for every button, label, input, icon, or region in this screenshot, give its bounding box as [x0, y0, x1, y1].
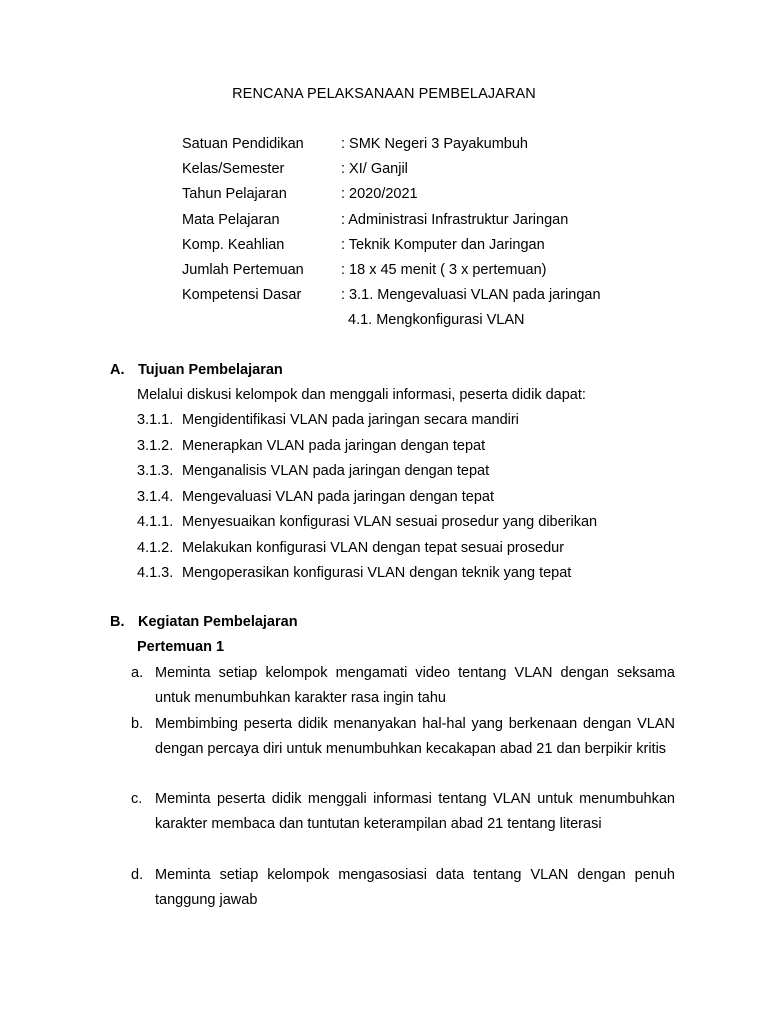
- objective-item: [137, 489, 494, 505]
- section-b-heading: [110, 614, 298, 630]
- identity-label: Kompetensi Dasar: [182, 287, 302, 304]
- document-title: RENCANA PELAKSANAAN PEMBELAJARAN: [232, 86, 536, 102]
- objective-number: 4.1.3.: [137, 565, 174, 581]
- objective-text: Menerapkan VLAN pada jaringan dengan tepat: [182, 437, 486, 454]
- objective-number: 3.1.4.: [137, 488, 174, 505]
- activity-item: [131, 712, 675, 763]
- identity-value: : 2020/2021: [341, 186, 418, 203]
- objective-number: 3.1.1.: [137, 412, 174, 428]
- section-b-title: Kegiatan Pembelajaran: [138, 614, 298, 630]
- activity-text: Meminta peserta didik menggali informasi tentang VLAN untuk menumbuhkan karakter membaca dan tuntutan keterampilan abad 21 tentang literasi: [155, 791, 675, 833]
- identity-value: : 3.1. Mengevaluasi VLAN pada jaringan: [341, 287, 601, 304]
- identity-label: Jumlah Pertemuan: [182, 261, 304, 278]
- activity-item: [131, 661, 675, 712]
- section-b-letter: B.: [110, 614, 125, 630]
- objective-number: 4.1.2.: [137, 539, 174, 556]
- section-a-letter: A.: [110, 362, 125, 378]
- objective-number: 3.1.2.: [137, 437, 174, 454]
- activity-marker: a.: [131, 665, 144, 681]
- activity-marker: d.: [131, 866, 144, 883]
- activity-item: [131, 787, 675, 838]
- objective-item: [137, 565, 571, 581]
- activity-text: Meminta setiap kelompok mengasosiasi data tentang VLAN dengan penuh tanggung jawab: [155, 866, 675, 908]
- objective-text: Melakukan konfigurasi VLAN dengan tepat sesuai prosedur: [182, 539, 565, 556]
- activity-marker: c.: [131, 791, 143, 807]
- objective-item: [137, 412, 519, 428]
- objective-item: [137, 463, 489, 479]
- identity-value: : XI/ Ganjil: [341, 161, 408, 178]
- objective-number: 3.1.3.: [137, 463, 174, 479]
- identity-value: : Teknik Komputer dan Jaringan: [341, 236, 545, 253]
- identity-label: Tahun Pelajaran: [182, 186, 287, 203]
- objective-number: 4.1.1.: [137, 514, 174, 530]
- identity-label: Komp. Keahlian: [182, 236, 285, 253]
- identity-label: Kelas/Semester: [182, 161, 285, 178]
- objective-text: Menyesuaikan konfigurasi VLAN sesuai prosedur yang diberikan: [182, 514, 598, 530]
- objective-text: Mengoperasikan konfigurasi VLAN dengan teknik yang tepat: [182, 565, 572, 581]
- section-a-intro: Melalui diskusi kelompok dan menggali informasi, peserta didik dapat:: [137, 387, 586, 403]
- section-a-heading: [110, 362, 283, 378]
- activity-text: Membimbing peserta didik menanyakan hal-hal yang berkenaan dengan VLAN dengan percaya diri untuk menumbuhkan kecakapan abad 21 dan berpikir kritis: [155, 715, 675, 757]
- identity-label: Mata Pelajaran: [182, 211, 280, 228]
- kd-second-value: 4.1. Mengkonfigurasi VLAN: [348, 312, 525, 329]
- activity-text: Meminta setiap kelompok mengamati video tentang VLAN dengan seksama untuk menumbuhkan karakter rasa ingin tahu: [155, 665, 675, 707]
- objective-text: Mengevaluasi VLAN pada jaringan dengan tepat: [182, 488, 494, 505]
- identity-value: : SMK Negeri 3 Payakumbuh: [341, 136, 528, 152]
- identity-value: : Administrasi Infrastruktur Jaringan: [341, 211, 569, 228]
- activity-marker: b.: [131, 715, 144, 732]
- section-a-title: Tujuan Pembelajaran: [138, 362, 283, 378]
- meeting-heading: Pertemuan 1: [137, 639, 225, 655]
- activity-item: [131, 863, 675, 914]
- objective-text: Menganalisis VLAN pada jaringan dengan tepat: [182, 463, 490, 479]
- objective-item: [137, 540, 564, 556]
- objective-item: [137, 438, 485, 454]
- objective-item: [137, 514, 597, 530]
- identity-value: : 18 x 45 menit ( 3 x pertemuan): [341, 261, 547, 278]
- identity-label: Satuan Pendidikan: [182, 136, 304, 152]
- objective-text: Mengidentifikasi VLAN pada jaringan secara mandiri: [182, 412, 519, 428]
